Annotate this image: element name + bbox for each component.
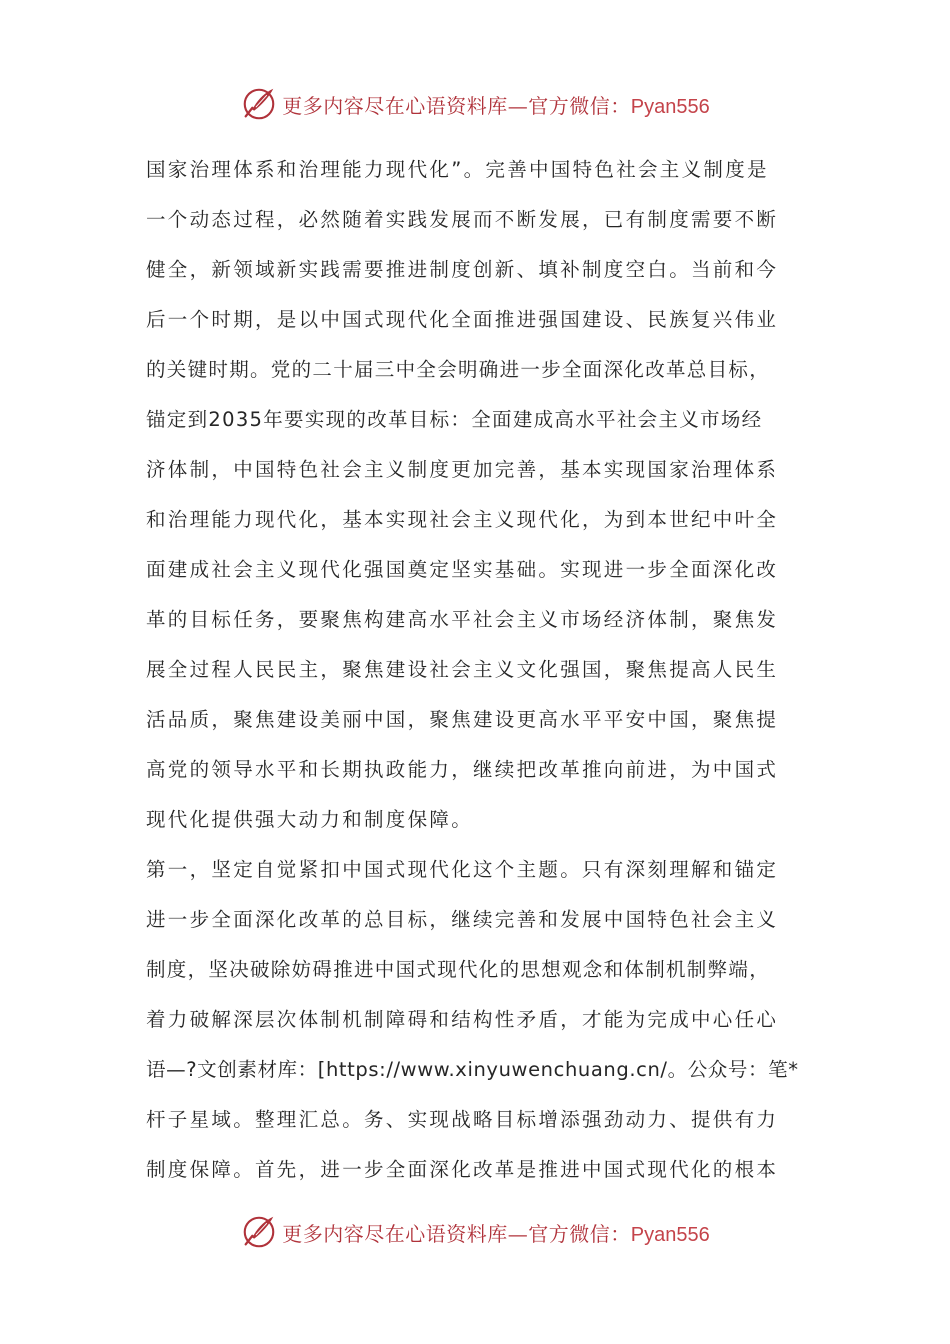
footer-wechat-id: Pyan556 <box>630 1223 710 1246</box>
body-line: 的关键时期。党的二十届三中全会明确进一步全面深化改革总目标， <box>146 358 771 381</box>
header-wechat-id: Pyan556 <box>630 95 710 118</box>
body-line: 语—?文创素材库：[https://www.xinyuwenchuang.cn/。公众号：笔* <box>146 1058 799 1081</box>
body-line: 济体制，中国特色社会主义制度更加完善，基本实现国家治理体系 <box>146 458 779 481</box>
quill-seal-icon <box>240 85 278 123</box>
quill-seal-icon <box>240 1213 278 1251</box>
header-banner-text <box>282 90 709 119</box>
body-line: 进一步全面深化改革的总目标，继续完善和发展中国特色社会主义 <box>146 908 779 931</box>
body-line: 第一，坚定自觉紧扣中国式现代化这个主题。只有深刻理解和锚定 <box>146 858 779 881</box>
body-line: 制度，坚决破除妨碍推进中国式现代化的思想观念和体制机制弊端， <box>146 958 771 981</box>
body-line: 一个动态过程，必然随着实践发展而不断发展，已有制度需要不断 <box>146 208 779 231</box>
body-line: 着力破解深层次体制机制障碍和结构性矛盾，才能为完成中心任心 <box>146 1008 779 1031</box>
footer-banner-text <box>282 1218 709 1247</box>
body-line: 健全，新领域新实践需要推进制度创新、填补制度空白。当前和今 <box>146 258 779 281</box>
body-line: 革的目标任务，要聚焦构建高水平社会主义市场经济体制，聚焦发 <box>146 608 779 631</box>
footer-banner <box>0 1212 950 1252</box>
header-banner-label: 更多内容尽在心语资料库—官方微信： <box>282 93 631 118</box>
body-line: 面建成社会主义现代化强国奠定坚实基础。实现进一步全面深化改 <box>146 558 779 581</box>
document-body <box>146 152 810 1202</box>
body-line: 高党的领导水平和长期执政能力，继续把改革推向前进，为中国式 <box>146 758 779 781</box>
body-line: 杆子星域。整理汇总。务、实现战略目标增添强劲动力、提供有力 <box>146 1108 779 1131</box>
body-line: 和治理能力现代化，基本实现社会主义现代化，为到本世纪中叶全 <box>146 508 779 531</box>
footer-banner-label: 更多内容尽在心语资料库—官方微信： <box>282 1221 631 1246</box>
body-line: 现代化提供强大动力和制度保障。 <box>146 808 474 831</box>
body-line: 后一个时期，是以中国式现代化全面推进强国建设、民族复兴伟业 <box>146 308 779 331</box>
body-line: 活品质，聚焦建设美丽中国，聚焦建设更高水平平安中国，聚焦提 <box>146 708 779 731</box>
body-line: 展全过程人民民主，聚焦建设社会主义文化强国，聚焦提高人民生 <box>146 658 779 681</box>
body-line: 锚定到2035年要实现的改革目标：全面建成高水平社会主义市场经 <box>146 408 763 431</box>
body-line: 制度保障。首先，进一步全面深化改革是推进中国式现代化的根本 <box>146 1158 779 1181</box>
body-line: 国家治理体系和治理能力现代化”。完善中国特色社会主义制度是 <box>146 158 769 181</box>
header-banner <box>0 84 950 124</box>
